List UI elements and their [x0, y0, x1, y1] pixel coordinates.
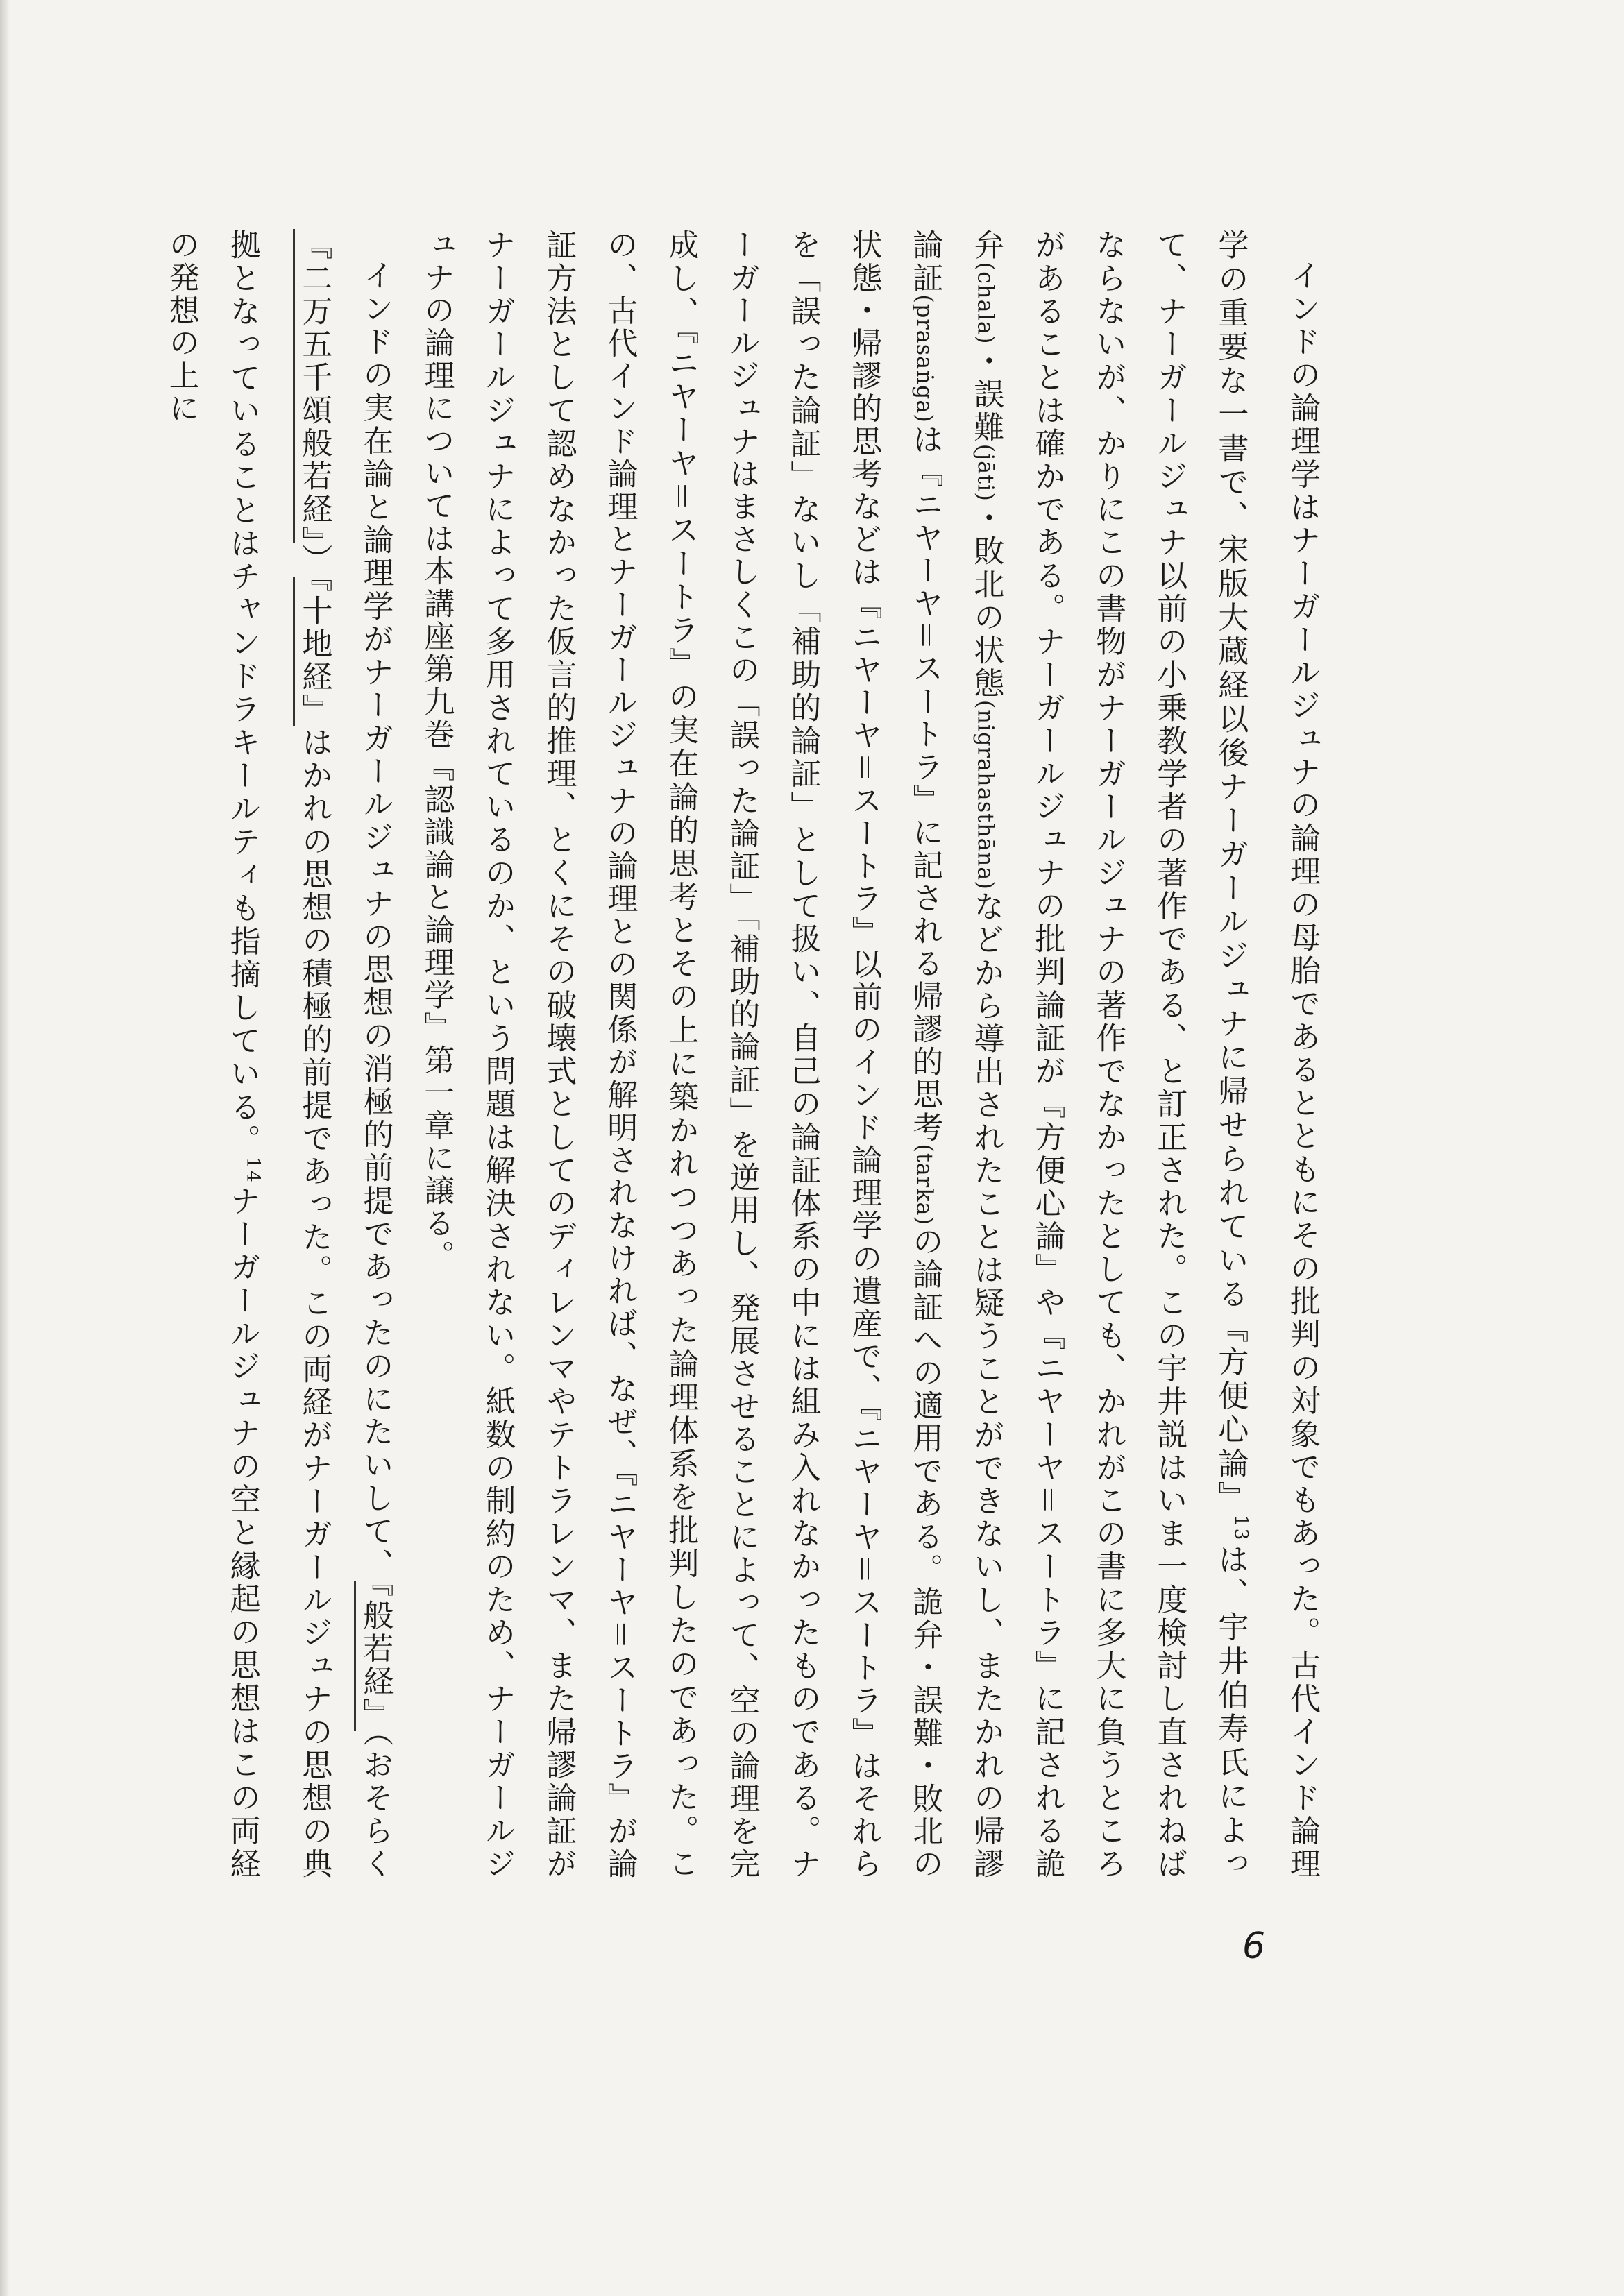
text-run: ナーガールジュナの空と縁起の思想はこの両経の発想の上に	[163, 229, 260, 1881]
text-run: ）	[296, 543, 332, 577]
text-run: の論証への適用である。詭弁・誤難・敗北の状態・帰謬的思考などは『ニヤーヤ＝スートラ』以前のインド論理学の遺産で、『ニヤーヤ＝スートラ』はそれらを「誤った論証」ないし「補助的論証」として扱い、自己の論証体系の中には組み入れなかったものである。ナーガールジュナはまさしくこの「誤った論証」「補助的論証」を逆用し、発展させることによって、空の論理を完成し、『ニヤーヤ＝スートラ』の実在論的思考とその上に築かれつつあった論理体系を批判したのであった。この、古代インド論理とナーガールジュナの論理との関係が解明されなければ、なぜ、『ニヤーヤ＝スートラ』が論証方法として認めなかった仮言的推理、とくにその破壊式としてのディレンマやテトラレンマ、また帰謬論証がナーガールジュナによって多用されているのか、という問題は解決されない。紙数の制約のため、ナーガールジュナの論理については本講座第九巻『認識論と論理学』第一章に譲る。	[418, 229, 943, 1881]
text-run: ・敗北の状態	[968, 501, 1004, 700]
text-run: はかれの思想の積極的前提であった。この両経がナーガールジュナの思想の典拠となっていることはチャンドラキールティも指摘している。	[224, 229, 332, 1881]
book-title: 『十地経』	[293, 577, 332, 726]
text-run: などから導出されたことは疑うことができないし、またかれの帰謬論証	[907, 229, 1004, 1881]
paragraph	[151, 229, 406, 1880]
page-number: 6	[1242, 1925, 1266, 1967]
romanized-term: (nigrahasthāna)	[972, 699, 999, 890]
romanized-term: (prasaṅga)	[911, 294, 938, 423]
footnote-ref: 14	[242, 1157, 264, 1184]
page-edge	[0, 0, 10, 2296]
footnote-ref: 13	[1230, 1515, 1251, 1542]
text-run: は『ニヤーヤ＝スートラ』に記される帰謬的思考	[907, 423, 943, 1144]
text-run: インドの実在論と論理学がナーガールジュナの思想の消極的前提であったのにたいして、	[357, 260, 394, 1581]
book-title: 『般若経』	[354, 1581, 393, 1731]
romanized-term: (tarka)	[911, 1143, 938, 1226]
body-text	[151, 229, 1333, 1880]
text-run: （おそらく	[357, 1730, 394, 1881]
text-run: は、宇井伯寿氏によって、ナーガールジュナ以前の小乗教学者の著作である、と訂正された。この宇井説はいま一度検討し直されねばならないが、かりにこの書物がナーガールジュナの著作でなかったとしても、かれがこの書に多大に負うところがあることは確かである。ナーガールジュナの批判論証が『方便心論』や『ニヤーヤ＝スートラ』に記される詭弁	[968, 229, 1249, 1881]
paragraph	[405, 229, 1333, 1880]
text-run: インドの論理学はナーガールジュナの論理の母胎であるとともにその批判の対象でもあった。古代インド論理学の重要な一書で、宋版大蔵経以後ナーガールジュナに帰せられている『方便心論』	[1212, 229, 1320, 1880]
book-title: 『二万五千頌般若経』	[293, 229, 332, 543]
romanized-term: (jāti)	[972, 443, 999, 502]
text-run: ・誤難	[968, 344, 1004, 444]
romanized-term: (chala)	[972, 262, 999, 345]
